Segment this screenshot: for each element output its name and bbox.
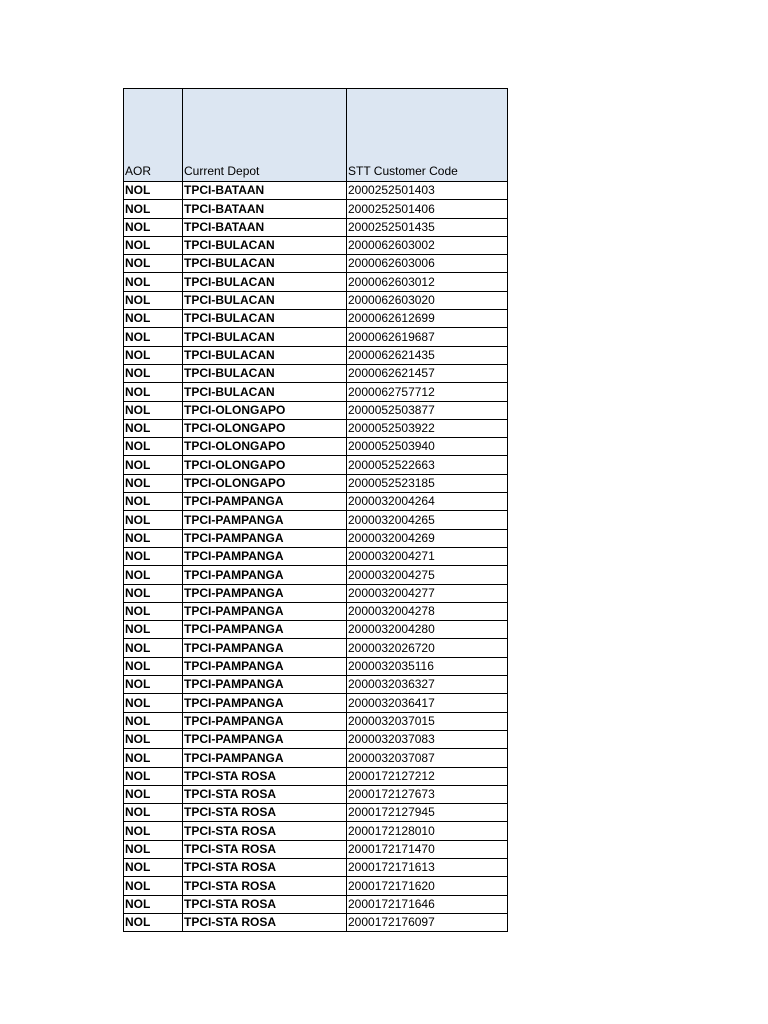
table-row xyxy=(124,694,508,712)
current-depot-cell: TPCI-BATAAN xyxy=(183,182,347,200)
aor-cell: NOL xyxy=(124,858,183,876)
table-row xyxy=(124,639,508,657)
stt-customer-code-cell: 2000052503940 xyxy=(347,438,508,456)
aor-cell: NOL xyxy=(124,730,183,748)
table-row xyxy=(124,273,508,291)
current-depot-cell: TPCI-PAMPANGA xyxy=(183,749,347,767)
table-row xyxy=(124,913,508,931)
stt-customer-code-cell: 2000062621435 xyxy=(347,346,508,364)
stt-customer-code-cell: 2000032004271 xyxy=(347,547,508,565)
stt-customer-code-cell: 2000052503922 xyxy=(347,419,508,437)
aor-cell: NOL xyxy=(124,547,183,565)
stt-customer-code-cell: 2000062603020 xyxy=(347,291,508,309)
table-row xyxy=(124,895,508,913)
current-depot-cell: TPCI-PAMPANGA xyxy=(183,657,347,675)
stt-customer-code-cell: 2000052522663 xyxy=(347,456,508,474)
current-depot-cell: TPCI-STA ROSA xyxy=(183,877,347,895)
stt-customer-code-cell: 2000172171613 xyxy=(347,858,508,876)
current-depot-cell: TPCI-PAMPANGA xyxy=(183,730,347,748)
table-row xyxy=(124,877,508,895)
stt-customer-code-cell: 2000062619687 xyxy=(347,328,508,346)
aor-cell: NOL xyxy=(124,255,183,273)
table-row xyxy=(124,182,508,200)
current-depot-cell: TPCI-PAMPANGA xyxy=(183,547,347,565)
aor-cell: NOL xyxy=(124,822,183,840)
aor-cell: NOL xyxy=(124,877,183,895)
current-depot-cell: TPCI-BULACAN xyxy=(183,236,347,254)
aor-cell: NOL xyxy=(124,602,183,620)
table-row xyxy=(124,255,508,273)
current-depot-cell: TPCI-STA ROSA xyxy=(183,767,347,785)
current-depot-cell: TPCI-BULACAN xyxy=(183,346,347,364)
current-depot-cell: TPCI-BATAAN xyxy=(183,200,347,218)
stt-customer-code-cell: 2000172127945 xyxy=(347,804,508,822)
current-depot-cell: TPCI-BULACAN xyxy=(183,383,347,401)
current-depot-cell: TPCI-BULACAN xyxy=(183,273,347,291)
aor-cell: NOL xyxy=(124,694,183,712)
current-depot-cell: TPCI-BATAAN xyxy=(183,218,347,236)
table-row xyxy=(124,364,508,382)
aor-cell: NOL xyxy=(124,566,183,584)
table-row xyxy=(124,749,508,767)
table-row xyxy=(124,218,508,236)
table-row xyxy=(124,346,508,364)
table-row xyxy=(124,419,508,437)
aor-cell: NOL xyxy=(124,310,183,328)
table-row xyxy=(124,493,508,511)
aor-cell: NOL xyxy=(124,273,183,291)
table-row xyxy=(124,858,508,876)
table-row xyxy=(124,474,508,492)
aor-cell: NOL xyxy=(124,291,183,309)
stt-customer-code-cell: 2000032037083 xyxy=(347,730,508,748)
stt-customer-code-cell: 2000172127673 xyxy=(347,785,508,803)
table-row xyxy=(124,529,508,547)
aor-cell: NOL xyxy=(124,346,183,364)
stt-customer-code-cell: 2000172171620 xyxy=(347,877,508,895)
table-row xyxy=(124,712,508,730)
table-row xyxy=(124,566,508,584)
table-row xyxy=(124,310,508,328)
aor-cell: NOL xyxy=(124,218,183,236)
current-depot-cell: TPCI-STA ROSA xyxy=(183,804,347,822)
header-current-depot: Current Depot xyxy=(183,89,347,182)
aor-cell: NOL xyxy=(124,474,183,492)
stt-customer-code-cell: 2000032004265 xyxy=(347,511,508,529)
stt-customer-code-cell: 2000032036417 xyxy=(347,694,508,712)
table-row xyxy=(124,291,508,309)
aor-cell: NOL xyxy=(124,200,183,218)
current-depot-cell: TPCI-BULACAN xyxy=(183,291,347,309)
stt-customer-code-cell: 2000052523185 xyxy=(347,474,508,492)
stt-customer-code-cell: 2000252501406 xyxy=(347,200,508,218)
aor-cell: NOL xyxy=(124,895,183,913)
current-depot-cell: TPCI-STA ROSA xyxy=(183,913,347,931)
current-depot-cell: TPCI-PAMPANGA xyxy=(183,529,347,547)
current-depot-cell: TPCI-BULACAN xyxy=(183,310,347,328)
current-depot-cell: TPCI-PAMPANGA xyxy=(183,602,347,620)
aor-cell: NOL xyxy=(124,511,183,529)
table-row xyxy=(124,785,508,803)
header-row xyxy=(124,89,508,182)
stt-customer-code-cell: 2000172128010 xyxy=(347,822,508,840)
stt-customer-code-cell: 2000032037087 xyxy=(347,749,508,767)
stt-customer-code-cell: 2000062603006 xyxy=(347,255,508,273)
current-depot-cell: TPCI-PAMPANGA xyxy=(183,584,347,602)
table-row xyxy=(124,730,508,748)
stt-customer-code-cell: 2000252501403 xyxy=(347,182,508,200)
aor-cell: NOL xyxy=(124,840,183,858)
current-depot-cell: TPCI-STA ROSA xyxy=(183,822,347,840)
table-row xyxy=(124,584,508,602)
current-depot-cell: TPCI-PAMPANGA xyxy=(183,493,347,511)
table-body xyxy=(124,182,508,932)
stt-customer-code-cell: 2000172171470 xyxy=(347,840,508,858)
stt-customer-code-cell: 2000052503877 xyxy=(347,401,508,419)
aor-cell: NOL xyxy=(124,364,183,382)
current-depot-cell: TPCI-OLONGAPO xyxy=(183,456,347,474)
aor-cell: NOL xyxy=(124,913,183,931)
aor-cell: NOL xyxy=(124,236,183,254)
current-depot-cell: TPCI-BULACAN xyxy=(183,328,347,346)
table-row xyxy=(124,328,508,346)
current-depot-cell: TPCI-STA ROSA xyxy=(183,840,347,858)
current-depot-cell: TPCI-STA ROSA xyxy=(183,785,347,803)
aor-cell: NOL xyxy=(124,493,183,511)
table-row xyxy=(124,401,508,419)
table-row xyxy=(124,676,508,694)
table-row xyxy=(124,657,508,675)
current-depot-cell: TPCI-STA ROSA xyxy=(183,858,347,876)
current-depot-cell: TPCI-PAMPANGA xyxy=(183,621,347,639)
stt-customer-code-cell: 2000032004264 xyxy=(347,493,508,511)
current-depot-cell: TPCI-PAMPANGA xyxy=(183,511,347,529)
current-depot-cell: TPCI-PAMPANGA xyxy=(183,566,347,584)
table-row xyxy=(124,236,508,254)
stt-customer-code-cell: 2000032004278 xyxy=(347,602,508,620)
aor-cell: NOL xyxy=(124,657,183,675)
stt-customer-code-cell: 2000032036327 xyxy=(347,676,508,694)
current-depot-cell: TPCI-OLONGAPO xyxy=(183,438,347,456)
aor-cell: NOL xyxy=(124,712,183,730)
table-row xyxy=(124,602,508,620)
table-row xyxy=(124,840,508,858)
table-row xyxy=(124,511,508,529)
stt-customer-code-cell: 2000062757712 xyxy=(347,383,508,401)
stt-customer-code-cell: 2000172127212 xyxy=(347,767,508,785)
stt-customer-code-cell: 2000062603002 xyxy=(347,236,508,254)
customer-code-table xyxy=(123,88,508,932)
aor-cell: NOL xyxy=(124,529,183,547)
header-aor: AOR xyxy=(124,89,183,182)
aor-cell: NOL xyxy=(124,401,183,419)
current-depot-cell: TPCI-STA ROSA xyxy=(183,895,347,913)
stt-customer-code-cell: 2000032004275 xyxy=(347,566,508,584)
current-depot-cell: TPCI-PAMPANGA xyxy=(183,694,347,712)
stt-customer-code-cell: 2000062603012 xyxy=(347,273,508,291)
stt-customer-code-cell: 2000032004280 xyxy=(347,621,508,639)
stt-customer-code-cell: 2000032004269 xyxy=(347,529,508,547)
current-depot-cell: TPCI-OLONGAPO xyxy=(183,419,347,437)
stt-customer-code-cell: 2000032037015 xyxy=(347,712,508,730)
table-row xyxy=(124,547,508,565)
aor-cell: NOL xyxy=(124,383,183,401)
aor-cell: NOL xyxy=(124,767,183,785)
header-stt-customer-code: STT Customer Code xyxy=(347,89,508,182)
stt-customer-code-cell: 2000062612699 xyxy=(347,310,508,328)
aor-cell: NOL xyxy=(124,749,183,767)
stt-customer-code-cell: 2000032026720 xyxy=(347,639,508,657)
stt-customer-code-cell: 2000062621457 xyxy=(347,364,508,382)
current-depot-cell: TPCI-OLONGAPO xyxy=(183,474,347,492)
table-row xyxy=(124,383,508,401)
aor-cell: NOL xyxy=(124,621,183,639)
aor-cell: NOL xyxy=(124,639,183,657)
aor-cell: NOL xyxy=(124,785,183,803)
table-row xyxy=(124,767,508,785)
stt-customer-code-cell: 2000172171646 xyxy=(347,895,508,913)
table-row xyxy=(124,621,508,639)
aor-cell: NOL xyxy=(124,438,183,456)
aor-cell: NOL xyxy=(124,584,183,602)
stt-customer-code-cell: 2000032035116 xyxy=(347,657,508,675)
current-depot-cell: TPCI-PAMPANGA xyxy=(183,712,347,730)
aor-cell: NOL xyxy=(124,676,183,694)
current-depot-cell: TPCI-BULACAN xyxy=(183,255,347,273)
table-row xyxy=(124,438,508,456)
stt-customer-code-cell: 2000032004277 xyxy=(347,584,508,602)
aor-cell: NOL xyxy=(124,328,183,346)
table-row xyxy=(124,822,508,840)
aor-cell: NOL xyxy=(124,456,183,474)
aor-cell: NOL xyxy=(124,804,183,822)
current-depot-cell: TPCI-OLONGAPO xyxy=(183,401,347,419)
stt-customer-code-cell: 2000172176097 xyxy=(347,913,508,931)
stt-customer-code-cell: 2000252501435 xyxy=(347,218,508,236)
aor-cell: NOL xyxy=(124,182,183,200)
aor-cell: NOL xyxy=(124,419,183,437)
table-row xyxy=(124,804,508,822)
table-row xyxy=(124,456,508,474)
current-depot-cell: TPCI-PAMPANGA xyxy=(183,676,347,694)
current-depot-cell: TPCI-BULACAN xyxy=(183,364,347,382)
current-depot-cell: TPCI-PAMPANGA xyxy=(183,639,347,657)
table-row xyxy=(124,200,508,218)
